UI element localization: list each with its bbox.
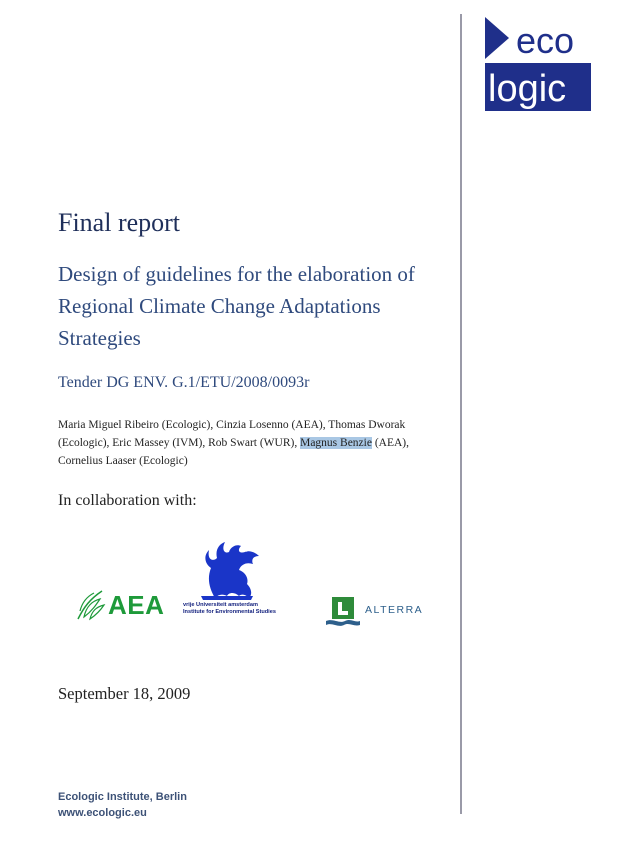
aea-leaf-icon (76, 585, 108, 625)
collaboration-heading: In collaboration with: (58, 492, 197, 509)
tender-reference: Tender DG ENV. G.1/ETU/2008/0093r (58, 374, 310, 391)
authors-text-start: Maria Miguel Ribeiro (Ecologic), Cinzia Losenno (AEA), Thomas Dworak (Ecologic), Eric Massey (IVM), Rob Swart (WUR), (58, 419, 406, 449)
griffin-emblem-icon (183, 540, 308, 602)
alterra-logo (325, 595, 445, 627)
report-date: September 18, 2009 (58, 684, 191, 703)
vertical-divider-line (460, 14, 462, 814)
logo-word-logic: logic (488, 68, 567, 110)
ecologic-logo (485, 15, 591, 111)
page-title: Final report (58, 208, 181, 237)
vu-caption (183, 602, 308, 616)
aea-logo (76, 585, 176, 625)
institute-name: Ecologic Institute, Berlin (58, 791, 187, 803)
institute-website[interactable]: www.ecologic.eu (58, 807, 147, 819)
alterra-wordmark: ALTERRA (365, 604, 424, 616)
highlighted-author: Magnus Benzie (300, 437, 372, 449)
footer-institute-block (58, 789, 187, 821)
vu-amsterdam-logo (183, 540, 308, 622)
vu-university-name: vrije Universiteit amsterdam (183, 602, 258, 608)
authors-text-end: (AEA), Cornelius Laaser (Ecologic) (58, 437, 409, 467)
logo-word-eco: eco (516, 20, 575, 61)
aea-wordmark: AEA (108, 590, 165, 620)
vu-institute-name: Institute for Environmental Studies (183, 609, 276, 615)
alterra-emblem-icon (325, 595, 361, 627)
report-subtitle: Design of guidelines for the elaboration of Regional Climate Change Adaptations Strategies (58, 262, 415, 350)
author-list (58, 416, 443, 470)
logo-triangle (485, 17, 509, 59)
